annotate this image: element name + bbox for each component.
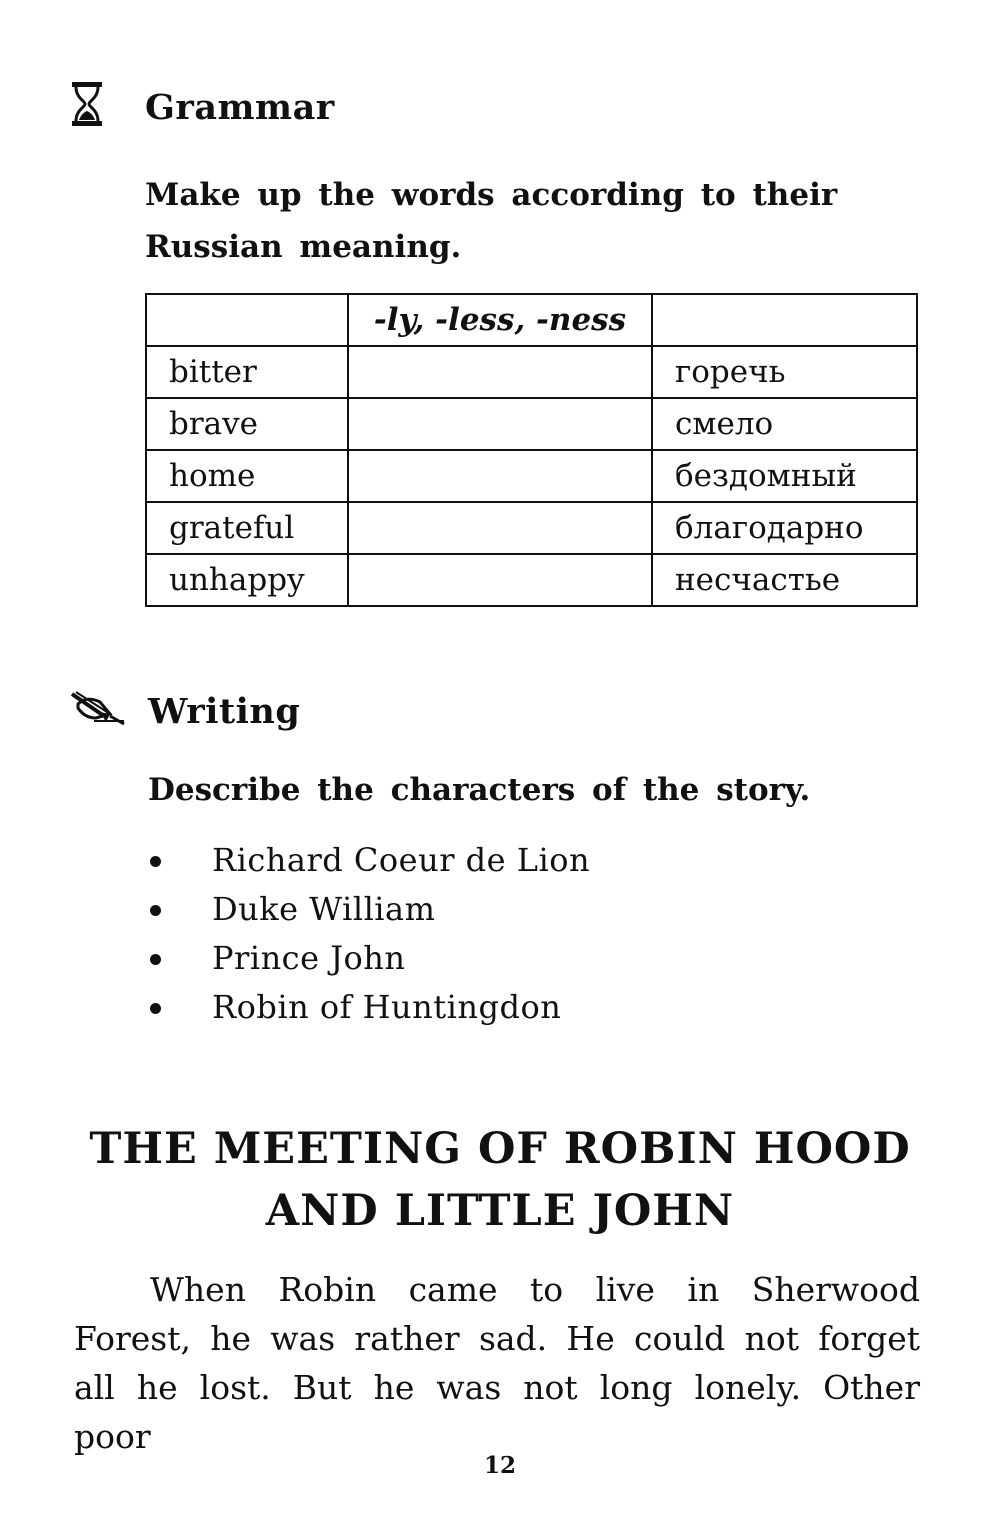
russian-cell: благодарно: [652, 502, 917, 554]
russian-cell: бездомный: [652, 450, 917, 502]
page-number: 12: [483, 1452, 516, 1479]
header-cell-russian: [652, 294, 917, 346]
list-item: [148, 836, 590, 885]
grammar-title: Grammar: [145, 87, 335, 128]
russian-cell: горечь: [652, 346, 917, 398]
list-item: [148, 885, 590, 934]
bullet-icon: [150, 905, 161, 916]
table-header-row: [146, 294, 917, 346]
word-cell: grateful: [146, 502, 348, 554]
grammar-instruction: Make up the words according to their Russian meaning.: [145, 177, 838, 265]
story-paragraph: When Robin came to live in Sherwood Forest, he was rather sad. He could not forget all he lost. But he was not long lonely. Other poor: [74, 1270, 920, 1456]
table-row: [146, 346, 917, 398]
word-formation-table: [145, 293, 918, 607]
russian-cell: несчастье: [652, 554, 917, 606]
word-cell: bitter: [146, 346, 348, 398]
table-row: [146, 398, 917, 450]
word-cell: brave: [146, 398, 348, 450]
bullet-icon: [150, 856, 161, 867]
writing-title: Writing: [148, 691, 301, 732]
character-list: [148, 836, 590, 1032]
answer-cell[interactable]: [348, 346, 652, 398]
bullet-icon: [150, 954, 161, 965]
bullet-icon: [150, 1003, 161, 1014]
hourglass-icon: [70, 80, 104, 128]
header-cell-suffixes: -ly, -less, -ness: [348, 294, 652, 346]
character-name: Duke William: [212, 890, 436, 928]
character-name: Richard Coeur de Lion: [212, 841, 591, 879]
russian-cell: смело: [652, 398, 917, 450]
writing-instruction: Describe the characters of the story.: [148, 772, 811, 808]
answer-cell[interactable]: [348, 450, 652, 502]
word-cell: home: [146, 450, 348, 502]
answer-cell[interactable]: [348, 398, 652, 450]
header-cell-word: [146, 294, 348, 346]
answer-cell[interactable]: [348, 502, 652, 554]
word-cell: unhappy: [146, 554, 348, 606]
list-item: [148, 983, 590, 1032]
pen-icon: [70, 688, 126, 726]
table-row: [146, 502, 917, 554]
table-row: [146, 554, 917, 606]
character-name: Robin of Huntingdon: [212, 988, 562, 1026]
answer-cell[interactable]: [348, 554, 652, 606]
story-title: [60, 1118, 940, 1242]
character-name: Prince John: [212, 939, 406, 977]
story-title-line-2: AND LITTLE JOHN: [265, 1186, 735, 1236]
story-title-line-1: THE MEETING OF ROBIN HOOD: [89, 1124, 911, 1174]
list-item: [148, 934, 590, 983]
table-row: [146, 450, 917, 502]
